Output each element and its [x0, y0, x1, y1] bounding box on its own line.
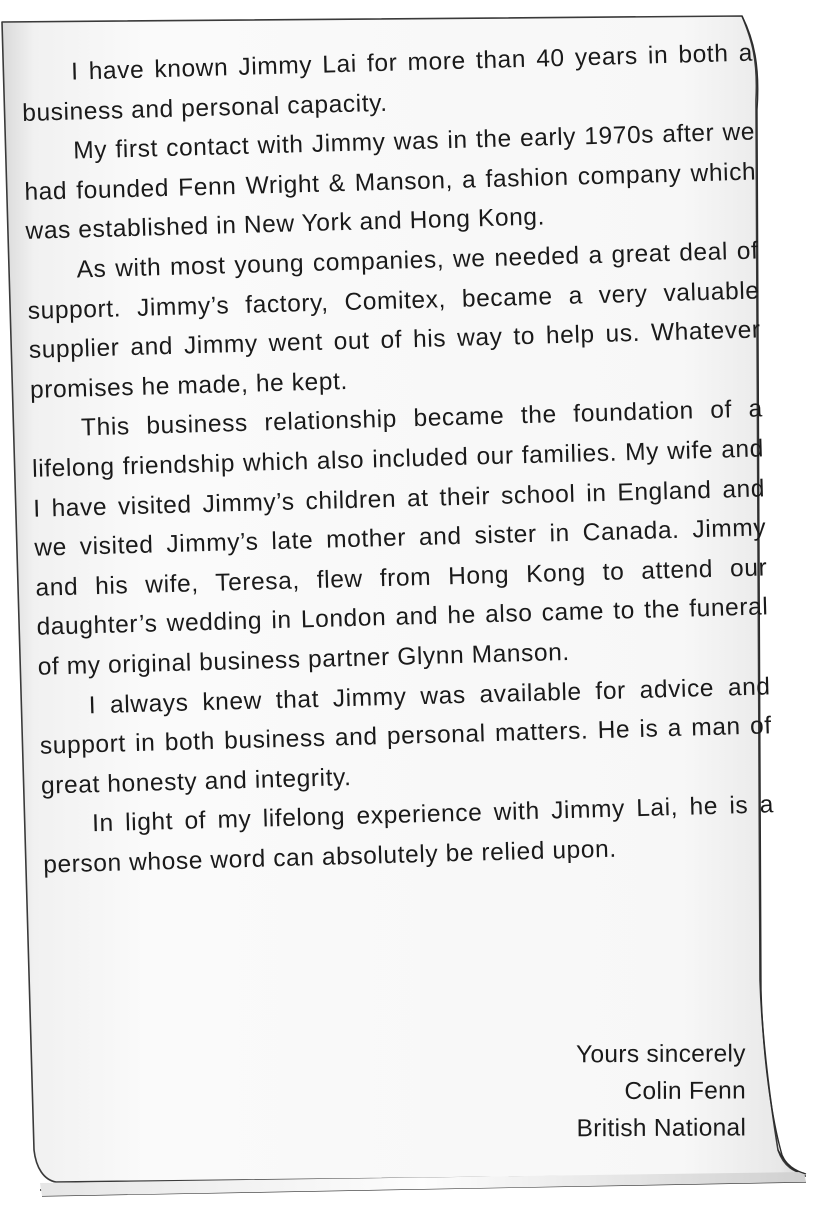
letter-paragraph: I always knew that Jimmy was available for advice and support in both business and personal matters. He is a man of great honesty and integrity. [39, 672, 773, 800]
signatory-name: Colin Fenn [624, 1077, 747, 1106]
letter-paragraph: This business relationship became the foundation of a lifelong friendship which also included our families. My wife and I have visited Jimmy’s children at their school in England and we visited Jimmy’s late mother and sister in Canada. Jimmy and his wife, Teresa, flew from Hong Kong to attend our daughter’s wedding in London and he also came to the funeral of my original business partner Glynn Manson. [31, 395, 769, 681]
letter-paragraph: In light of my lifelong experience with Jimmy Lai, he is a person whose word can absolutely be relied upon. [42, 791, 775, 879]
letter-body [21, 34, 781, 1074]
letter-closing [520, 1035, 747, 1147]
letter-paragraph: As with most young companies, we needed a great deal of support. Jimmy’s factory, Comitex, became a very valuable supplier and Jimmy went out of his way to help us. Whatever promises he made, he kept. [27, 237, 761, 404]
letter-paragraph: I have known Jimmy Lai for more than 40 years in both a business and personal capacity. [21, 39, 754, 127]
letter-paragraph: My first contact with Jimmy was in the early 1970s after we had founded Fenn Wright & Manson, a fashion company which was established in New York and Hong Kong. [24, 118, 757, 246]
valediction: Yours sincerely [576, 1040, 746, 1069]
signatory-nationality: British National [576, 1114, 747, 1143]
